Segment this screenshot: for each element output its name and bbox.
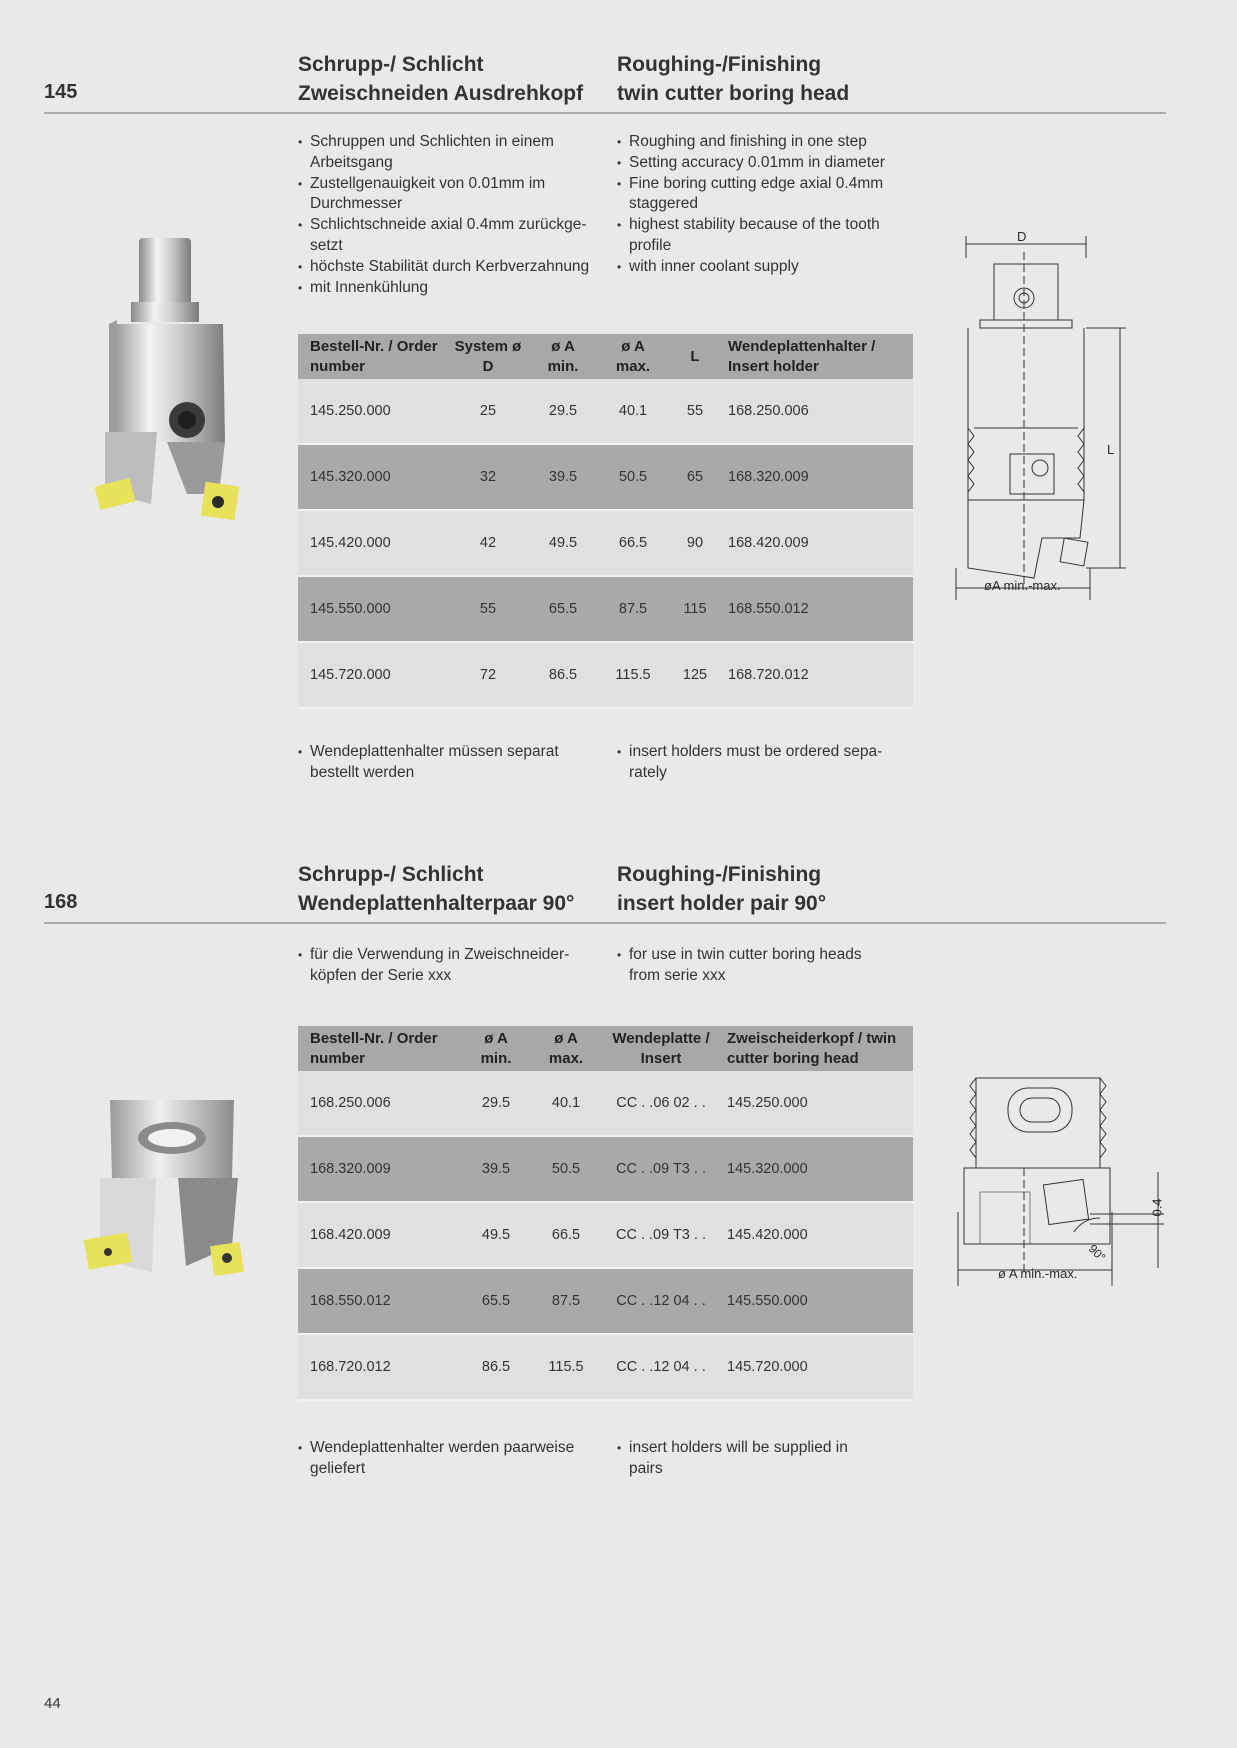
drawing-label-angle: 90° — [1085, 1241, 1109, 1265]
list-item: • insert holders must be ordered sepa-rately — [617, 742, 907, 784]
cell: 87.5 — [531, 1268, 601, 1334]
cell: 32 — [448, 444, 528, 510]
cell: 168.550.012 — [298, 1268, 461, 1334]
col-header: L — [668, 334, 722, 379]
cell: 145.320.000 — [298, 444, 448, 510]
cell: 145.720.000 — [298, 642, 448, 708]
list-item: • Wendeplattenhalter werden paarweise geliefert — [298, 1438, 598, 1480]
cell: 145.250.000 — [298, 379, 448, 444]
cell: 168.720.012 — [298, 1334, 461, 1400]
section-number-145: 145 — [44, 81, 78, 103]
section-number-168: 168 — [44, 891, 78, 913]
cell: 42 — [448, 510, 528, 576]
cell: 115.5 — [598, 642, 668, 708]
cell: 168.420.009 — [298, 1202, 461, 1268]
col-header: Wendeplattenhalter / Insert holder — [722, 334, 913, 379]
bullets-en-145 — [617, 132, 917, 278]
list-item: • Schlichtschneide axial 0.4mm zurückge-setzt — [298, 215, 598, 257]
boring-head-drawing — [950, 228, 1136, 600]
list-item: • insert holders will be supplied in pairs — [617, 1438, 877, 1480]
table-row — [298, 1334, 913, 1400]
cell: 86.5 — [461, 1334, 531, 1400]
cell: 25 — [448, 379, 528, 444]
cell: 145.550.000 — [721, 1268, 913, 1334]
bullets-en-168 — [617, 945, 887, 987]
page-number: 44 — [44, 1695, 61, 1712]
cell: 55 — [448, 576, 528, 642]
cell: 39.5 — [528, 444, 598, 510]
cell: 65 — [668, 444, 722, 510]
title-en-145 — [617, 50, 849, 108]
note-de-168 — [298, 1438, 598, 1480]
cell: 65.5 — [461, 1268, 531, 1334]
cell: 49.5 — [528, 510, 598, 576]
cell: 168.320.009 — [298, 1136, 461, 1202]
cell: 49.5 — [461, 1202, 531, 1268]
cell: 66.5 — [531, 1202, 601, 1268]
cell: 145.420.000 — [721, 1202, 913, 1268]
cell: CC . .09 T3 . . — [601, 1202, 721, 1268]
list-item: • for use in twin cutter boring heads from serie xxx — [617, 945, 887, 987]
col-header: Wendeplatte / Insert — [601, 1026, 721, 1071]
cell: 66.5 — [598, 510, 668, 576]
cell: CC . .06 02 . . — [601, 1071, 721, 1136]
cell: 125 — [668, 642, 722, 708]
title-en-line-2: twin cutter boring head — [617, 82, 850, 105]
cell: 40.1 — [531, 1071, 601, 1136]
col-header: System ø D — [448, 334, 528, 379]
cell: 87.5 — [598, 576, 668, 642]
title-en-line-1: Roughing-/Finishing — [617, 53, 822, 76]
list-item: • Wendeplattenhalter müssen separat bestellt werden — [298, 742, 598, 784]
cell: 168.250.006 — [722, 379, 913, 444]
cell: 39.5 — [461, 1136, 531, 1202]
list-item: • highest stability because of the tooth profile — [617, 215, 917, 257]
section-rule-145 — [44, 112, 1166, 114]
spec-table-145 — [298, 334, 913, 709]
section-rule-168 — [44, 922, 1166, 924]
note-de-145 — [298, 742, 598, 784]
table-row — [298, 379, 913, 444]
title-en-line-1: Roughing-/Finishing — [617, 863, 822, 886]
title-en-line-2: insert holder pair 90° — [617, 892, 827, 915]
cell: 86.5 — [528, 642, 598, 708]
table-row — [298, 1268, 913, 1334]
cell: 72 — [448, 642, 528, 708]
table-row — [298, 642, 913, 708]
table-row — [298, 1071, 913, 1136]
table-row — [298, 510, 913, 576]
list-item: • mit Innenkühlung — [298, 278, 598, 299]
list-item: • Zustellgenauigkeit von 0.01mm im Durchmesser — [298, 174, 598, 216]
col-header: Bestell-Nr. / Order number — [298, 334, 448, 379]
col-header: Zweischeiderkopf / twin cutter boring head — [721, 1026, 913, 1071]
cell: 40.1 — [598, 379, 668, 444]
drawing-label-a: ø A min.-max. — [998, 1266, 1078, 1281]
list-item: • für die Verwendung in Zweischneider-köpfen der Serie xxx — [298, 945, 588, 987]
title-de-line-2: Zweischneiden Ausdrehkopf — [298, 82, 584, 105]
table-row — [298, 576, 913, 642]
insert-holder-photo — [82, 1096, 262, 1278]
table-header-row — [298, 1026, 913, 1071]
title-en-168 — [617, 860, 826, 918]
insert-holder-drawing — [950, 1072, 1170, 1292]
cell: 50.5 — [531, 1136, 601, 1202]
spec-table-168 — [298, 1026, 913, 1401]
title-de-line-1: Schrupp-/ Schlicht — [298, 863, 484, 886]
cell: 29.5 — [528, 379, 598, 444]
cell: 115 — [668, 576, 722, 642]
col-header: Bestell-Nr. / Order number — [298, 1026, 461, 1071]
cell: 145.250.000 — [721, 1071, 913, 1136]
list-item: • Fine boring cutting edge axial 0.4mm staggered — [617, 174, 917, 216]
note-en-168 — [617, 1438, 877, 1480]
bullets-de-145 — [298, 132, 598, 298]
cell: 168.550.012 — [722, 576, 913, 642]
drawing-label-d: D — [1017, 229, 1027, 244]
title-de-line-2: Wendeplattenhalterpaar 90° — [298, 892, 575, 915]
list-item: • Schruppen und Schlichten in einem Arbeitsgang — [298, 132, 598, 174]
drawing-label-a: øA min.-max. — [984, 578, 1061, 593]
cell: 145.420.000 — [298, 510, 448, 576]
cell: 145.550.000 — [298, 576, 448, 642]
table-row — [298, 1202, 913, 1268]
cell: 65.5 — [528, 576, 598, 642]
title-de-145 — [298, 50, 583, 108]
boring-head-photo — [95, 232, 255, 552]
note-en-145 — [617, 742, 907, 784]
cell: 29.5 — [461, 1071, 531, 1136]
cell: 145.720.000 — [721, 1334, 913, 1400]
bullets-de-168 — [298, 945, 588, 987]
cell: CC . .12 04 . . — [601, 1268, 721, 1334]
cell: 168.320.009 — [722, 444, 913, 510]
col-header: ø A min. — [528, 334, 598, 379]
drawing-label-offset: 0.4 — [1149, 1198, 1165, 1217]
title-de-168 — [298, 860, 574, 918]
table-row — [298, 1136, 913, 1202]
cell: 115.5 — [531, 1334, 601, 1400]
col-header: ø A min. — [461, 1026, 531, 1071]
table-row — [298, 444, 913, 510]
drawing-label-l: L — [1107, 442, 1115, 457]
list-item: • with inner coolant supply — [617, 257, 917, 278]
list-item: • Roughing and finishing in one step — [617, 132, 917, 153]
cell: CC . .09 T3 . . — [601, 1136, 721, 1202]
table-header-row — [298, 334, 913, 379]
list-item: • Setting accuracy 0.01mm in diameter — [617, 153, 917, 174]
cell: CC . .12 04 . . — [601, 1334, 721, 1400]
cell: 55 — [668, 379, 722, 444]
list-item: • höchste Stabilität durch Kerbverzahnung — [298, 257, 598, 278]
cell: 168.250.006 — [298, 1071, 461, 1136]
cell: 145.320.000 — [721, 1136, 913, 1202]
cell: 168.420.009 — [722, 510, 913, 576]
col-header: ø A max. — [531, 1026, 601, 1071]
col-header: ø A max. — [598, 334, 668, 379]
cell: 50.5 — [598, 444, 668, 510]
cell: 168.720.012 — [722, 642, 913, 708]
cell: 90 — [668, 510, 722, 576]
title-de-line-1: Schrupp-/ Schlicht — [298, 53, 484, 76]
